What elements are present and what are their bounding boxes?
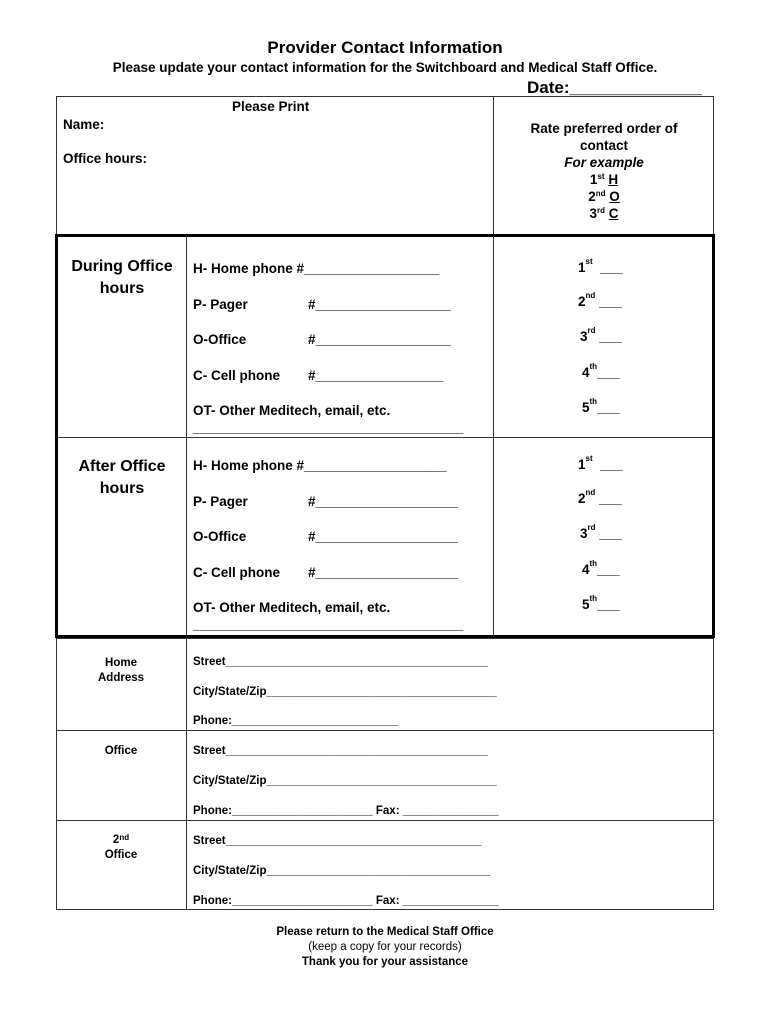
after-rank-5[interactable]: 5th___ bbox=[582, 594, 620, 612]
during-pager-label: P- Pager bbox=[193, 297, 248, 312]
during-rank-2[interactable]: 2nd ___ bbox=[578, 291, 622, 309]
rate-line1: Rate preferred order of bbox=[530, 121, 678, 136]
page-title: Provider Contact Information bbox=[267, 38, 503, 57]
during-rank-1[interactable]: 1st ___ bbox=[578, 257, 623, 275]
example-3: 3rd C bbox=[589, 206, 619, 221]
during-other-field[interactable]: ____________________________________ bbox=[193, 420, 464, 435]
example-2: 2nd O bbox=[588, 189, 620, 204]
footer-keep-copy: (keep a copy for your records) bbox=[308, 941, 462, 953]
office2-street-field[interactable]: Street________________________________________ bbox=[193, 835, 482, 847]
footer-return-note: Please return to the Medical Staff Office bbox=[276, 926, 494, 938]
home-street-field[interactable]: Street_________________________________________ bbox=[193, 656, 488, 668]
rate-line2: contact bbox=[579, 138, 628, 153]
office-city-field[interactable]: City/State/Zip____________________________________ bbox=[193, 775, 497, 787]
phone-divider-right bbox=[493, 236, 494, 636]
during-cell-label: C- Cell phone bbox=[193, 368, 280, 383]
after-rank-3[interactable]: 3rd ___ bbox=[580, 523, 622, 541]
phone-divider-left bbox=[186, 236, 187, 636]
after-office-label: O-Office bbox=[193, 529, 247, 544]
address-row-divider-2 bbox=[56, 820, 714, 821]
office2-phone-fax-field[interactable]: Phone:______________________ Fax: _______________ bbox=[193, 895, 499, 907]
during-office-label: O-Office bbox=[193, 332, 247, 347]
office-street-field[interactable]: Street_________________________________________ bbox=[193, 745, 488, 757]
name-field[interactable]: Name: bbox=[63, 117, 105, 132]
after-rank-1[interactable]: 1st ___ bbox=[578, 454, 623, 472]
after-office-hours-label: After Office hours bbox=[78, 458, 166, 497]
during-home-phone-field[interactable]: H- Home phone #__________________ bbox=[193, 261, 440, 276]
rate-instructions bbox=[494, 120, 714, 222]
office-phone-fax-field[interactable]: Phone:______________________ Fax: _______________ bbox=[193, 805, 499, 817]
address-divider bbox=[186, 638, 187, 910]
during-other-label: OT- Other Meditech, email, etc. bbox=[193, 403, 391, 418]
example-1: 1st H bbox=[589, 172, 619, 187]
after-home-phone-field[interactable]: H- Home phone #___________________ bbox=[193, 458, 447, 473]
after-cell-field[interactable]: #___________________ bbox=[308, 565, 459, 580]
address-row-divider-1 bbox=[56, 730, 714, 731]
after-other-label: OT- Other Meditech, email, etc. bbox=[193, 600, 391, 615]
during-pager-field[interactable]: #__________________ bbox=[308, 297, 451, 312]
after-pager-label: P- Pager bbox=[193, 494, 248, 509]
home-address-label: Home Address bbox=[97, 657, 145, 684]
date-field[interactable]: Date:______________ bbox=[527, 78, 702, 97]
after-other-field[interactable]: ____________________________________ bbox=[193, 617, 464, 632]
please-print-label: Please Print bbox=[232, 99, 310, 114]
during-office-hours-label: During Office hours bbox=[71, 258, 173, 297]
after-rank-2[interactable]: 2nd ___ bbox=[578, 488, 622, 506]
office2-label: 2nd Office bbox=[104, 833, 138, 861]
after-pager-field[interactable]: #___________________ bbox=[308, 494, 459, 509]
page-subtitle: Please update your contact information for the Switchboard and Medical Staff Office. bbox=[112, 60, 658, 75]
office-label: Office bbox=[104, 745, 138, 757]
footer-thanks: Thank you for your assistance bbox=[301, 956, 469, 968]
after-cell-label: C- Cell phone bbox=[193, 565, 280, 580]
phone-section-divider bbox=[58, 437, 712, 438]
for-example: For example bbox=[564, 155, 644, 170]
after-office-field[interactable]: #___________________ bbox=[308, 529, 459, 544]
home-city-field[interactable]: City/State/Zip____________________________________ bbox=[193, 686, 497, 698]
during-rank-4[interactable]: 4th___ bbox=[582, 362, 620, 380]
during-office-field[interactable]: #__________________ bbox=[308, 332, 451, 347]
office2-city-field[interactable]: City/State/Zip___________________________________ bbox=[193, 865, 491, 877]
during-rank-5[interactable]: 5th___ bbox=[582, 397, 620, 415]
home-phone-field[interactable]: Phone:__________________________ bbox=[193, 715, 399, 727]
office-hours-field[interactable]: Office hours: bbox=[63, 151, 148, 166]
after-rank-4[interactable]: 4th___ bbox=[582, 559, 620, 577]
during-cell-field[interactable]: #_________________ bbox=[308, 368, 444, 383]
during-rank-3[interactable]: 3rd ___ bbox=[580, 326, 622, 344]
